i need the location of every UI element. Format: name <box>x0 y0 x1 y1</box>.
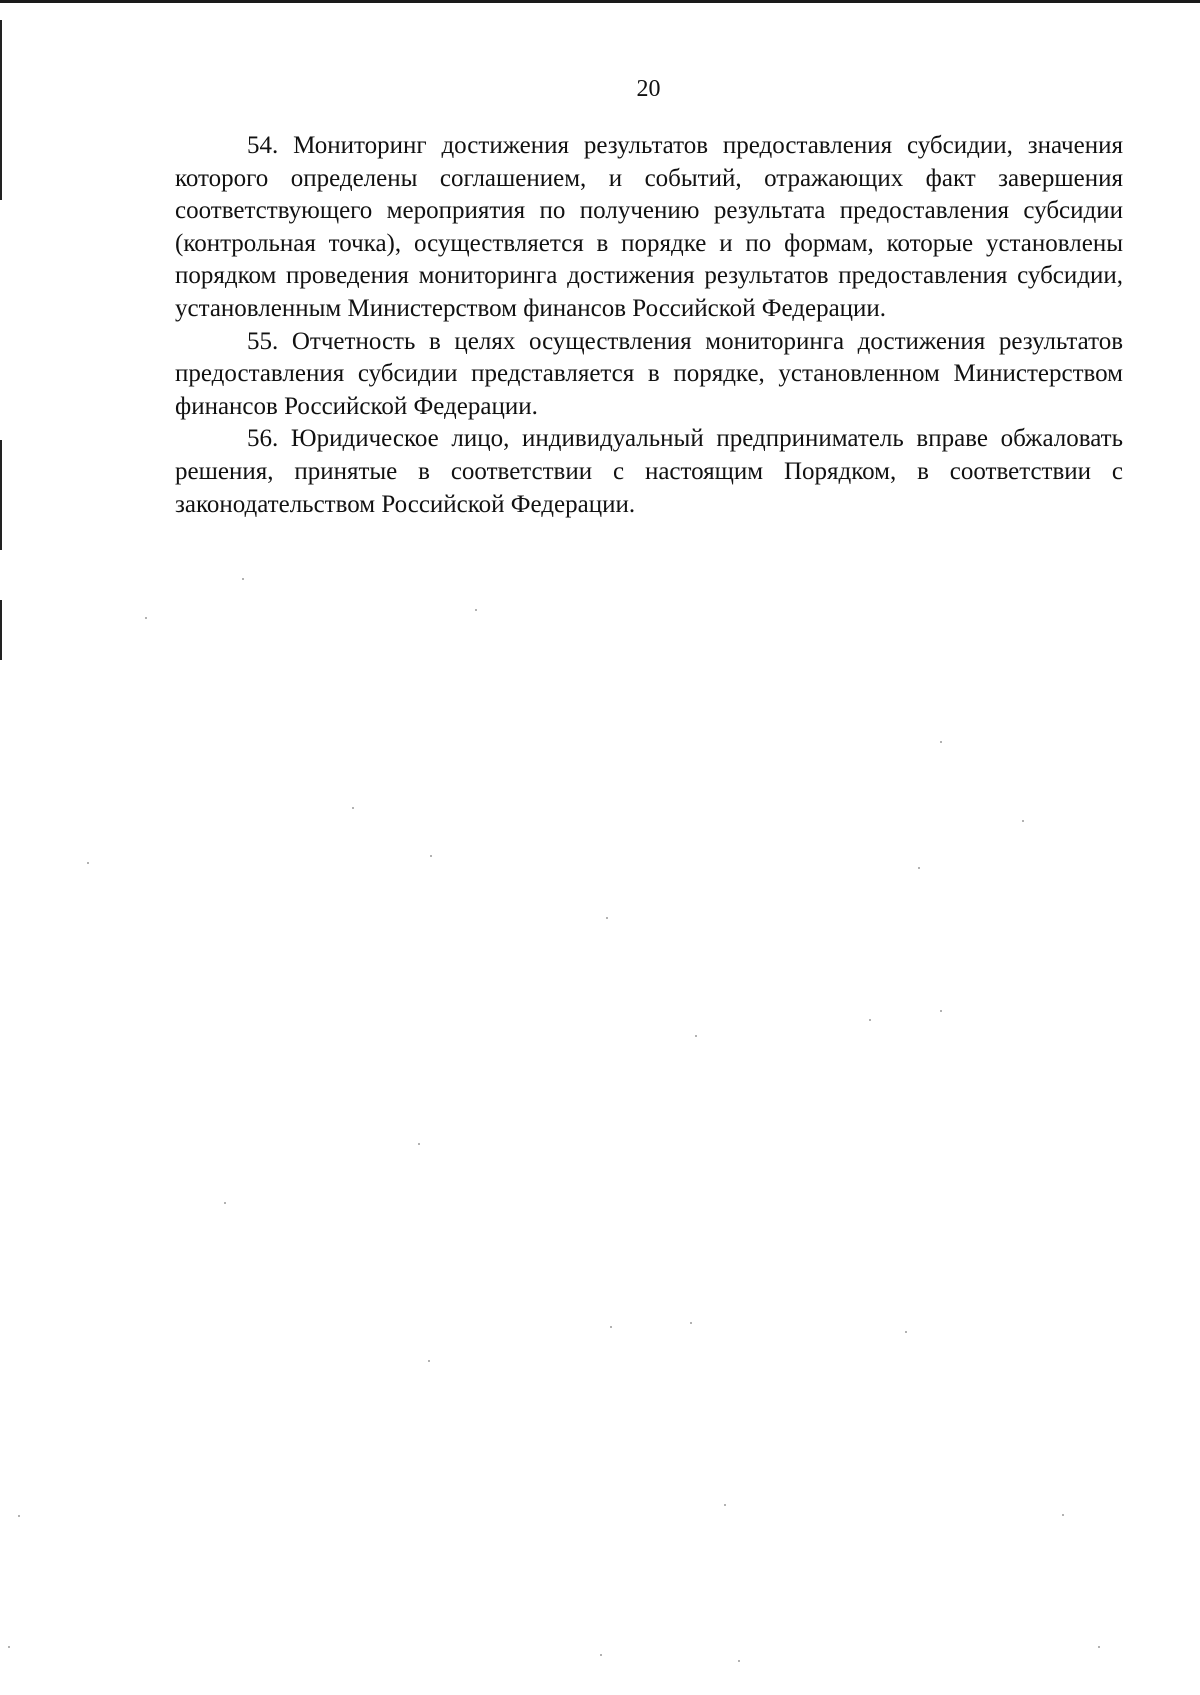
scan-left-margin-mark <box>0 20 2 200</box>
scan-speck <box>918 867 920 869</box>
scan-speck <box>940 1010 942 1012</box>
scan-speck <box>606 917 608 919</box>
scan-speck <box>224 1202 226 1204</box>
paragraph-55: 55. Отчетность в целях осуществления мониторинга достижения результатов предоставления субсидии представляется в порядке, установленном Министерством финансов Российской Федерации. <box>175 327 1123 420</box>
document-body <box>175 130 1123 521</box>
scan-speck <box>940 741 942 743</box>
scan-left-margin-mark <box>0 600 2 660</box>
scan-left-margin-mark <box>0 440 2 550</box>
paragraph-56: 56. Юридическое лицо, индивидуальный предприниматель вправе обжаловать решения, принятые в соответствии с настоящим Порядком, в соответствии с законодательством Российской Федерации. <box>175 425 1123 518</box>
scan-speck <box>18 1515 20 1517</box>
scan-speck <box>1022 820 1024 822</box>
paragraph-54: 54. Мониторинг достижения результатов предоставления субсидии, значения которого определены соглашением, и событий, отражающих факт завершения соответствующего мероприятия по получению результата предоставления субсидии (контрольная точка), осуществляется в порядке и по формам, которые установлены порядком проведения мониторинга достижения результатов предоставления субсидии, установленным Министерством финансов Российской Федерации. <box>175 132 1123 322</box>
scan-speck <box>430 855 432 857</box>
scan-speck <box>8 1646 10 1648</box>
scan-speck <box>695 1035 697 1037</box>
scan-speck <box>87 862 89 864</box>
scan-speck <box>418 1143 420 1145</box>
scan-speck <box>428 1360 430 1362</box>
scan-speck <box>352 807 354 809</box>
scan-speck <box>690 1322 692 1324</box>
scan-speck <box>869 1019 871 1021</box>
scan-speck <box>610 1326 612 1328</box>
scan-speck <box>738 1660 740 1662</box>
scan-top-edge <box>0 0 1200 3</box>
scan-speck <box>475 609 477 611</box>
scan-speck <box>1062 1514 1064 1516</box>
scan-speck <box>242 578 244 580</box>
scan-speck <box>1098 1646 1100 1648</box>
scan-speck <box>145 617 147 619</box>
scan-speck <box>905 1331 907 1333</box>
page-number: 20 <box>636 76 661 102</box>
scan-speck <box>724 1504 726 1506</box>
scan-speck <box>600 1654 602 1656</box>
